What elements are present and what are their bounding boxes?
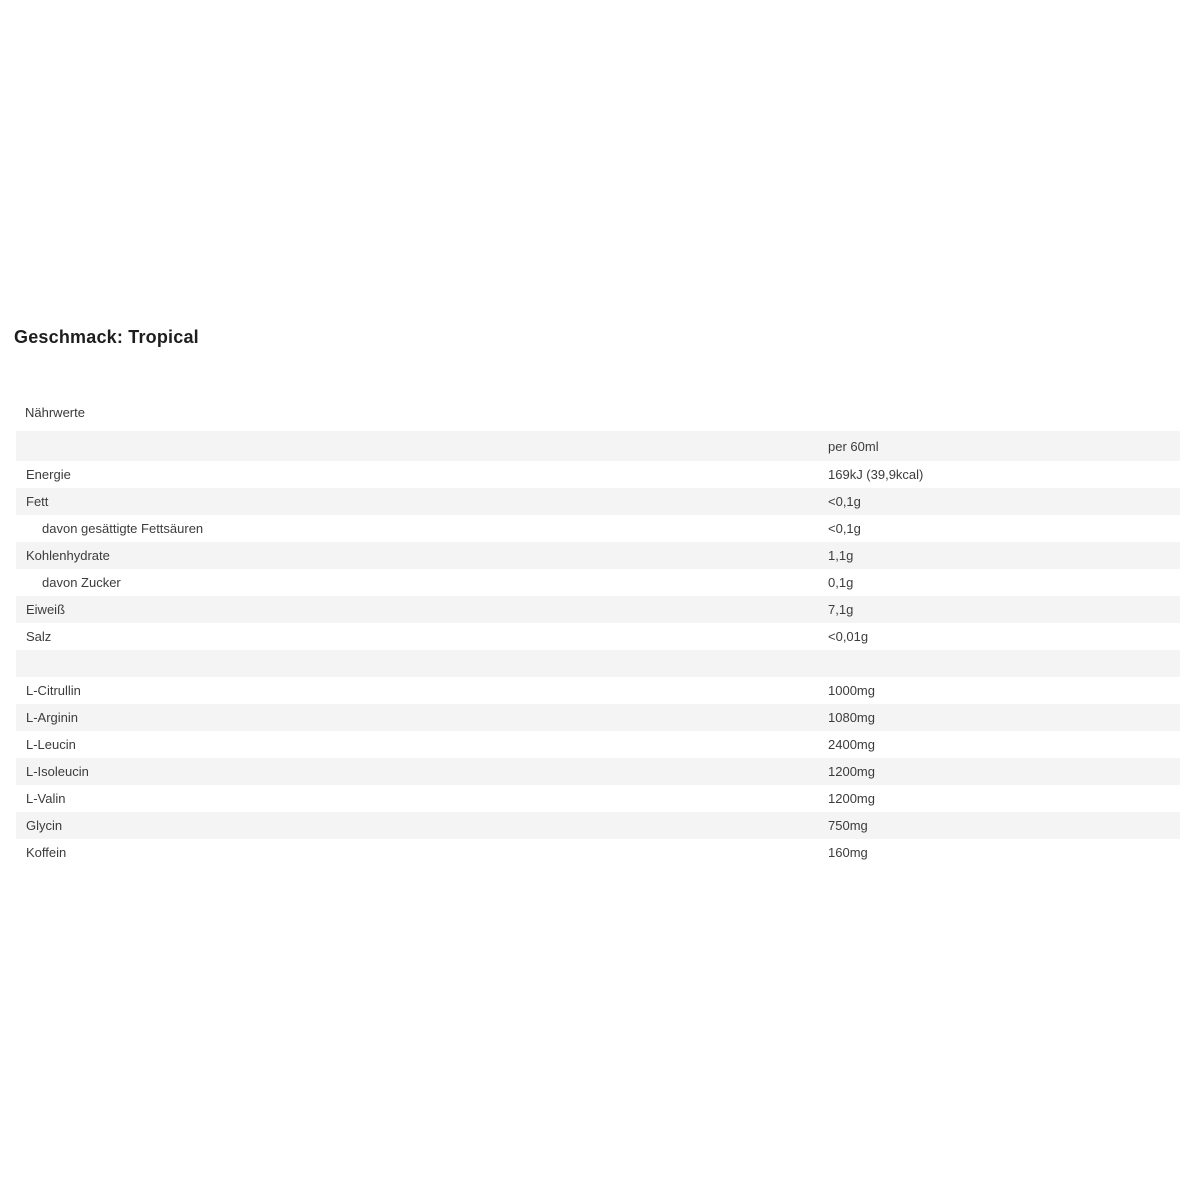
flavor-title: Geschmack: Tropical xyxy=(14,327,199,347)
row-label: Glycin xyxy=(26,818,63,833)
table-row xyxy=(16,515,1180,542)
row-label: davon Zucker xyxy=(42,575,121,590)
header-value-cell: per 60ml xyxy=(828,438,879,454)
row-value: 160mg xyxy=(828,845,868,860)
row-label: Energie xyxy=(26,467,71,482)
row-label: Kohlenhydrate xyxy=(26,548,110,563)
row-value: 1,1g xyxy=(828,548,854,563)
row-label: L-Arginin xyxy=(26,710,79,725)
table-row xyxy=(16,596,1180,623)
row-value: 1080mg xyxy=(828,710,875,725)
row-value: <0,1g xyxy=(828,521,861,536)
row-label: Fett xyxy=(26,494,49,509)
table-row xyxy=(16,623,1180,650)
row-label: L-Leucin xyxy=(26,737,76,752)
row-label: L-Isoleucin xyxy=(26,764,89,779)
row-value: <0,01g xyxy=(828,629,869,644)
table-row xyxy=(16,839,1180,866)
table-row xyxy=(16,461,1180,488)
row-label: Koffein xyxy=(26,845,67,860)
table-row xyxy=(16,812,1180,839)
row-value: 7,1g xyxy=(828,602,854,617)
row-value: 1200mg xyxy=(828,764,875,779)
row-value: 750mg xyxy=(828,818,868,833)
row-label: Salz xyxy=(26,629,52,644)
row-value: <0,1g xyxy=(828,494,861,509)
table-row xyxy=(16,785,1180,812)
table-separator-row xyxy=(16,650,1180,677)
row-value: 1200mg xyxy=(828,791,875,806)
row-label: davon gesättigte Fettsäuren xyxy=(42,521,204,536)
table-row xyxy=(16,758,1180,785)
row-value: 0,1g xyxy=(828,575,854,590)
table-header-row xyxy=(16,431,1180,461)
table-row xyxy=(16,542,1180,569)
row-value: 2400mg xyxy=(828,737,875,752)
row-value: 1000mg xyxy=(828,683,875,698)
row-label: Eiweiß xyxy=(26,602,66,617)
row-label: L-Citrullin xyxy=(26,683,81,698)
table-row xyxy=(16,569,1180,596)
nutrition-table xyxy=(16,431,1180,866)
table-row xyxy=(16,488,1180,515)
table-row xyxy=(16,677,1180,704)
table-row xyxy=(16,731,1180,758)
table-row xyxy=(16,704,1180,731)
row-label: L-Valin xyxy=(26,791,66,806)
row-value: 169kJ (39,9kcal) xyxy=(828,467,924,482)
nutrition-table-caption: Nährwerte xyxy=(25,405,85,420)
